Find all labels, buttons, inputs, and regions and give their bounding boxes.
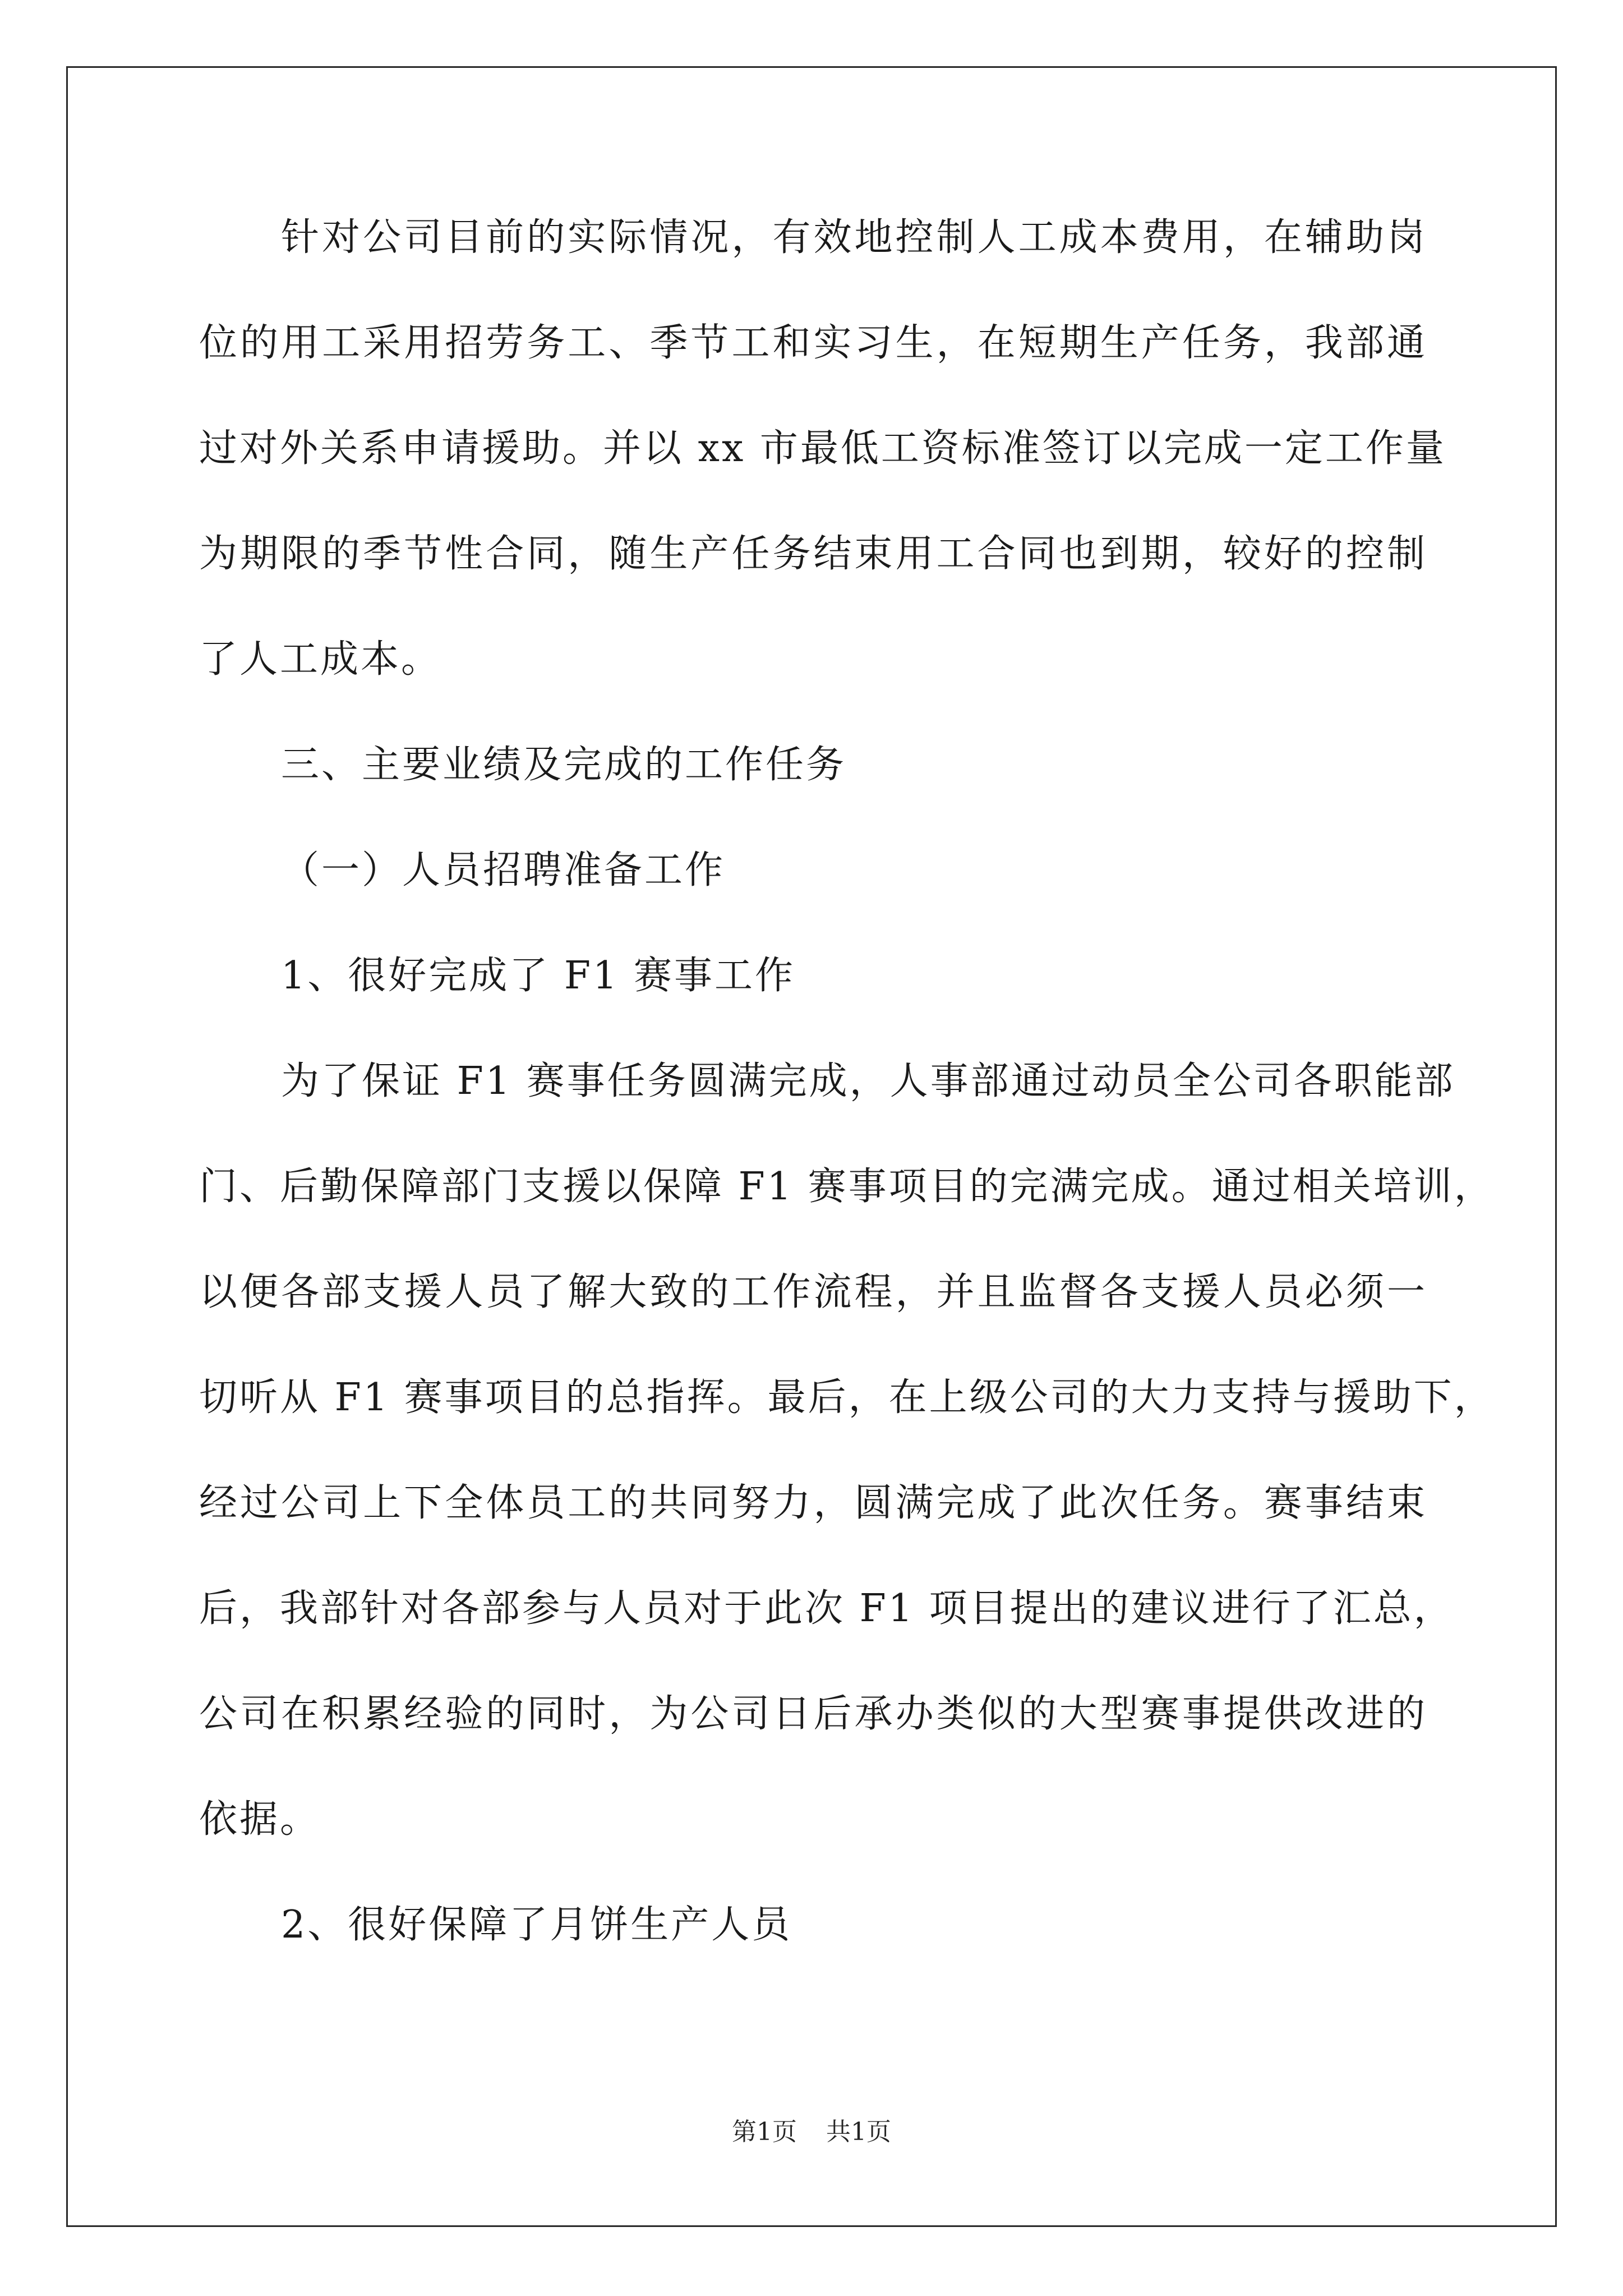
paragraph-2-line-4: 切听从 F1 赛事项目的总指挥。最后，在上级公司的大力支持与援助下，	[199, 1375, 1495, 1420]
paragraph-2-line-3: 以便各部支援人员了解大致的工作流程，并且监督各支援人员必须一	[199, 1270, 1427, 1314]
paragraph-1-line-5: 了人工成本。	[199, 637, 442, 682]
paragraph-2-line-2: 门、后勤保障部门支援以保障 F1 赛事项目的完满完成。通过相关培训，	[199, 1165, 1495, 1209]
page-number-current: 第1页	[732, 2118, 797, 2146]
item-heading-1: 1、很好完成了 F1 赛事工作	[281, 954, 795, 998]
paragraph-2-line-8: 依据。	[199, 1797, 321, 1842]
paragraph-1-line-3: 过对外关系申请援助。并以 xx 市最低工资标准签订以完成一定工作量	[199, 426, 1446, 471]
page-footer	[0, 2118, 1623, 2147]
section-heading: 三、主要业绩及完成的工作任务	[281, 743, 847, 787]
paragraph-2-line-6: 后，我部针对各部参与人员对于此次 F1 项目提出的建议进行了汇总，	[199, 1586, 1454, 1631]
subsection-heading: （一）人员招聘准备工作	[281, 848, 726, 892]
paragraph-2-line-5: 经过公司上下全体员工的共同努力，圆满完成了此次任务。赛事结束	[199, 1481, 1427, 1525]
item-heading-2: 2、很好保障了月饼生产人员	[281, 1903, 792, 1947]
paragraph-1-line-4: 为期限的季节性合同，随生产任务结束用工合同也到期，较好的控制	[199, 532, 1427, 576]
paragraph-2-line-7: 公司在积累经验的同时，为公司日后承办类似的大型赛事提供改进的	[199, 1692, 1427, 1736]
paragraph-2-line-1: 为了保证 F1 赛事任务圆满完成，人事部通过动员全公司各职能部	[281, 1059, 1455, 1103]
paragraph-1-line-1: 针对公司目前的实际情况，有效地控制人工成本费用，在辅助岗	[281, 215, 1427, 260]
paragraph-1-line-2: 位的用工采用招劳务工、季节工和实习生，在短期生产任务，我部通	[199, 321, 1427, 365]
page-number-total: 共1页	[826, 2118, 891, 2146]
document-body	[199, 215, 1495, 2009]
